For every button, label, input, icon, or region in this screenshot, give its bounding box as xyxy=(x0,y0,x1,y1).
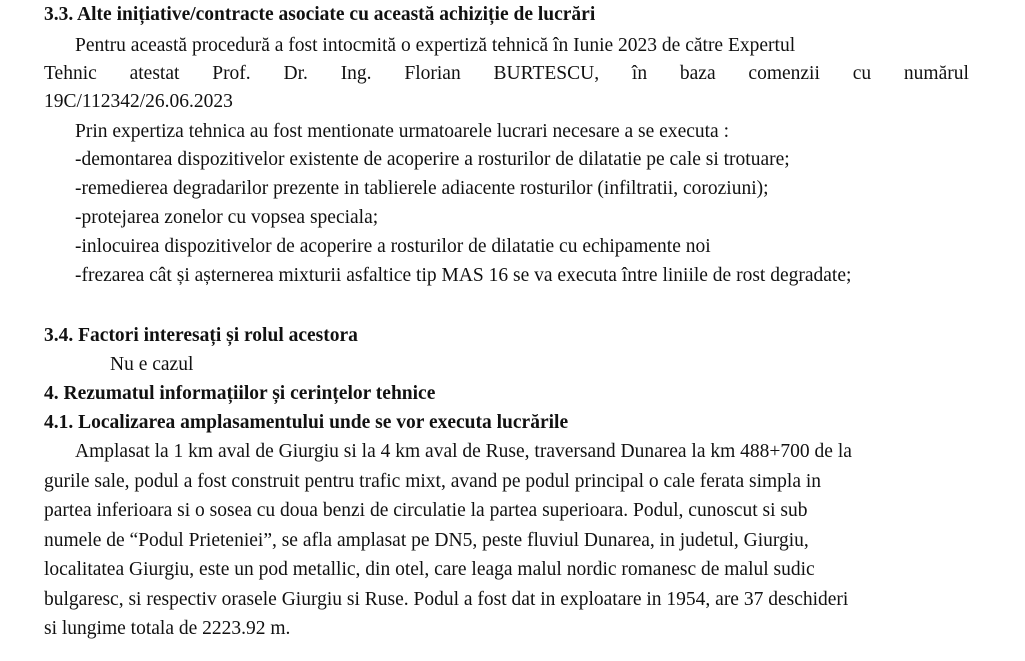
word: Florian xyxy=(404,63,461,84)
section-3-3-paragraph-line-3: 19C/112342/26.06.2023 xyxy=(44,91,233,112)
section-4-1-paragraph-line: si lungime totala de 2223.92 m. xyxy=(44,618,291,639)
section-4-1-paragraph-line: numele de “Podul Prieteniei”, se afla amplasat pe DN5, peste fluviul Dunarea, in judetul, Giurgiu, xyxy=(44,530,809,551)
section-4-1-heading: 4.1. Localizarea amplasamentului unde se vor executa lucrările xyxy=(44,412,569,433)
section-3-4-text: Nu e cazul xyxy=(110,354,194,375)
list-item: -demontarea dispozitivelor existente de acoperire a rosturilor de dilatatie pe cale si trotuare; xyxy=(75,149,790,170)
word: baza xyxy=(679,63,716,84)
section-4-1-paragraph-line: localitatea Giurgiu, este un pod metallic, din otel, care leaga malul nordic romanesc de malul sudic xyxy=(44,559,815,580)
section-4-heading: 4. Rezumatul informațiilor și cerințelor tehnice xyxy=(44,383,436,404)
section-3-3-intro: Prin expertiza tehnica au fost mentionate urmatoarele lucrari necesare a se executa : xyxy=(75,121,730,142)
section-4-1-paragraph-line: gurile sale, podul a fost construit pentru trafic mixt, avand pe podul principal o cale ferata simpla in xyxy=(44,471,822,492)
word: comenzii xyxy=(748,63,820,84)
word: Ing. xyxy=(340,63,372,84)
word: cu xyxy=(852,63,872,84)
word: BURTESCU, xyxy=(493,63,600,84)
word: Tehnic xyxy=(44,63,97,84)
list-item: -remedierea degradarilor prezente in tablierele adiacente rosturilor (infiltratii, coroziuni); xyxy=(75,178,769,199)
list-item: -frezarea cât și așternerea mixturii asfaltice tip MAS 16 se va executa între liniile de rost degradate; xyxy=(75,265,852,286)
section-4-1-paragraph-line: partea inferioara si o sosea cu doua benzi de circulatie la partea superioara. Podul, cunoscut si sub xyxy=(44,500,808,521)
section-4-1-paragraph-line: Amplasat la 1 km aval de Giurgiu si la 4 km aval de Ruse, traversand Dunarea la km 488+700 de la xyxy=(75,441,852,462)
word: atestat xyxy=(129,63,180,84)
section-3-3-paragraph-line-2 xyxy=(44,60,969,88)
list-item: -inlocuirea dispozitivelor de acoperire a rosturilor de dilatatie cu echipamente noi xyxy=(75,236,711,257)
section-4-1-paragraph-line: bulgaresc, si respectiv orasele Giurgiu si Ruse. Podul a fost dat in exploatare in 1954, are 37 deschideri xyxy=(44,589,849,610)
section-3-3-heading: 3.3. Alte inițiative/contracte asociate cu această achiziție de lucrări xyxy=(44,4,596,25)
list-item: -protejarea zonelor cu vopsea speciala; xyxy=(75,207,379,228)
section-3-3-paragraph-line-1: Pentru această procedură a fost intocmită o expertiză tehnică în Iunie 2023 de către Expertul xyxy=(75,35,796,56)
word: Dr. xyxy=(283,63,308,84)
section-3-4-heading: 3.4. Factori interesați și rolul acestora xyxy=(44,325,358,346)
word: Prof. xyxy=(212,63,251,84)
word: în xyxy=(631,63,648,84)
word: numărul xyxy=(903,63,969,84)
